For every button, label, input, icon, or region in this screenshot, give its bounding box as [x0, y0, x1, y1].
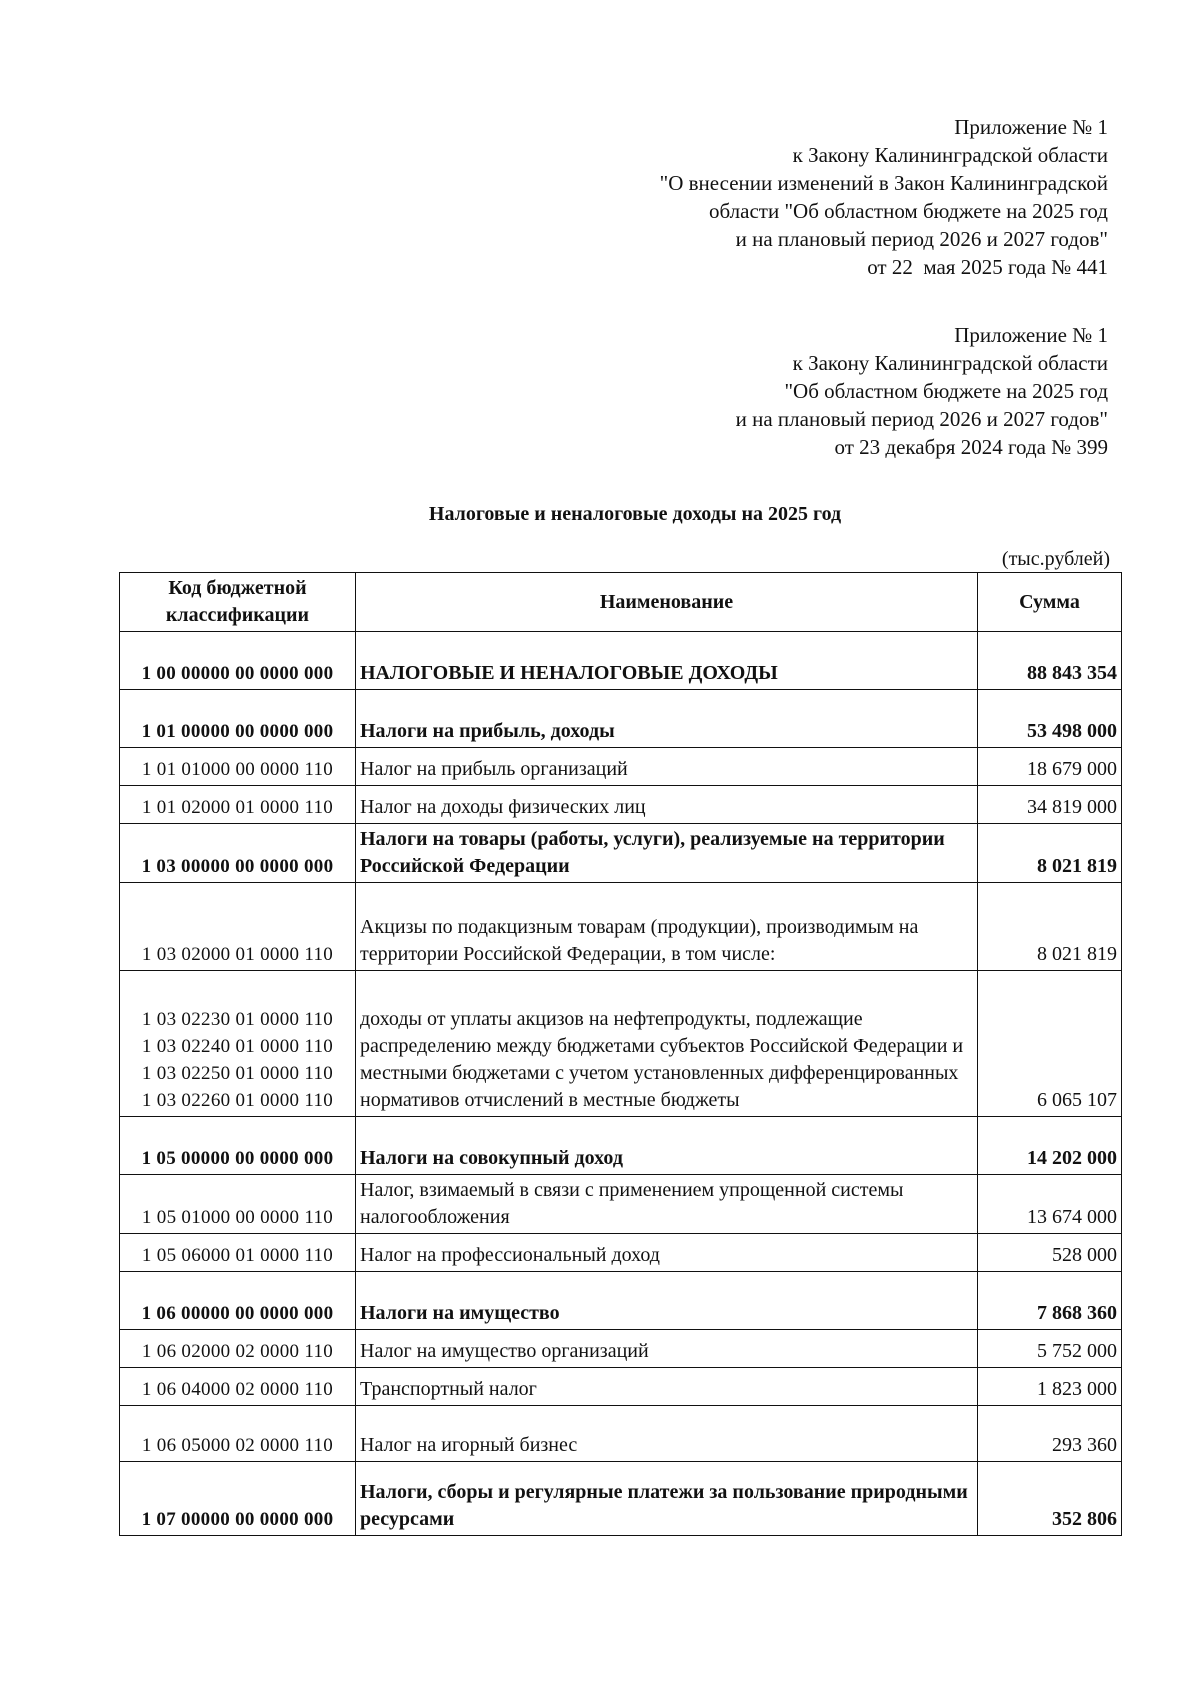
row-sum: 8 021 819 — [978, 824, 1122, 883]
row-code: 1 01 01000 00 0000 110 — [120, 748, 356, 786]
row-sum: 8 021 819 — [978, 883, 1122, 971]
row-sum: 88 843 354 — [978, 632, 1122, 690]
appendix-line: и на плановый период 2026 и 2027 годов" — [735, 227, 1108, 251]
row-name: Налоги на имущество — [356, 1272, 978, 1330]
row-sum: 352 806 — [978, 1462, 1122, 1536]
row-sum: 53 498 000 — [978, 690, 1122, 748]
row-name: Налог, взимаемый в связи с применением упрощенной системы налогообложения — [356, 1175, 978, 1234]
row-code: 1 00 00000 00 0000 000 — [120, 632, 356, 690]
row-code: 1 03 02230 01 0000 110 1 03 02240 01 0000 110 1 03 02250 01 0000 110 1 03 02260 01 0000 110 — [120, 971, 356, 1117]
row-sum: 5 752 000 — [978, 1330, 1122, 1368]
row-name: НАЛОГОВЫЕ И НЕНАЛОГОВЫЕ ДОХОДЫ — [356, 632, 978, 690]
row-name: Налог на профессиональный доход — [356, 1234, 978, 1272]
row-name: Налоги, сборы и регулярные платежи за пользование природными ресурсами — [356, 1462, 978, 1536]
table-row — [120, 1406, 1122, 1462]
row-sum: 18 679 000 — [978, 748, 1122, 786]
row-code: 1 06 02000 02 0000 110 — [120, 1330, 356, 1368]
table-row — [120, 1462, 1122, 1536]
table-row — [120, 786, 1122, 824]
appendix-line: "Об областном бюджете на 2025 год — [784, 379, 1108, 403]
row-name: Акцизы по подакцизным товарам (продукции), производимым на территории Российской Федерации, в том числе: — [356, 883, 978, 971]
row-name: Налог на прибыль организаций — [356, 748, 978, 786]
row-code: 1 03 02000 01 0000 110 — [120, 883, 356, 971]
row-sum: 528 000 — [978, 1234, 1122, 1272]
row-name: Налог на имущество организаций — [356, 1330, 978, 1368]
table-row — [120, 1117, 1122, 1175]
row-sum: 34 819 000 — [978, 786, 1122, 824]
appendix-original-law-header — [736, 321, 1108, 461]
row-sum: 293 360 — [978, 1406, 1122, 1462]
row-name: Налоги на совокупный доход — [356, 1117, 978, 1175]
appendix-current-law-header — [660, 113, 1108, 281]
header-name: Наименование — [356, 573, 978, 632]
row-name: Налоги на товары (работы, услуги), реализуемые на территории Российской Федерации — [356, 824, 978, 883]
appendix-line: от 23 декабря 2024 года № 399 — [834, 435, 1108, 459]
row-name: Налог на доходы физических лиц — [356, 786, 978, 824]
header-code: Код бюджетной классификации — [120, 573, 356, 632]
appendix-line: к Закону Калининградской области — [792, 351, 1108, 375]
header-sum: Сумма — [978, 573, 1122, 632]
row-code: 1 06 00000 00 0000 000 — [120, 1272, 356, 1330]
row-name: Налог на игорный бизнес — [356, 1406, 978, 1462]
row-code: 1 03 00000 00 0000 000 — [120, 824, 356, 883]
table-row — [120, 1368, 1122, 1406]
appendix-line: от 22 мая 2025 года № 441 — [867, 255, 1108, 279]
revenue-table — [119, 572, 1122, 1536]
table-row — [120, 1330, 1122, 1368]
table-row — [120, 883, 1122, 971]
appendix-line: и на плановый период 2026 и 2027 годов" — [735, 407, 1108, 431]
appendix-line: Приложение № 1 — [954, 323, 1108, 347]
row-name: доходы от уплаты акцизов на нефтепродукты, подлежащие распределению между бюджетами субъектов Российской Федерации и местными бюджетами с учетом установленных дифференцированных нормативов отчислений в местные бюджеты — [356, 971, 978, 1117]
table-row — [120, 632, 1122, 690]
table-header-row — [120, 573, 1122, 632]
row-sum: 6 065 107 — [978, 971, 1122, 1117]
table-row — [120, 1175, 1122, 1234]
table-row — [120, 1272, 1122, 1330]
row-code: 1 05 06000 01 0000 110 — [120, 1234, 356, 1272]
appendix-line: Приложение № 1 — [954, 115, 1108, 139]
row-code: 1 05 01000 00 0000 110 — [120, 1175, 356, 1234]
document-title: Налоговые и неналоговые доходы на 2025 год — [428, 503, 842, 525]
row-code: 1 06 05000 02 0000 110 — [120, 1406, 356, 1462]
row-code: 1 07 00000 00 0000 000 — [120, 1462, 356, 1536]
table-row — [120, 971, 1122, 1117]
table-row — [120, 690, 1122, 748]
units-label: (тыс.рублей) — [1001, 548, 1110, 570]
appendix-line: "О внесении изменений в Закон Калининградской — [659, 171, 1108, 195]
row-name: Налоги на прибыль, доходы — [356, 690, 978, 748]
table-body — [120, 632, 1122, 1536]
row-code: 1 01 02000 01 0000 110 — [120, 786, 356, 824]
table-row — [120, 1234, 1122, 1272]
row-sum: 7 868 360 — [978, 1272, 1122, 1330]
row-code: 1 01 00000 00 0000 000 — [120, 690, 356, 748]
row-code: 1 06 04000 02 0000 110 — [120, 1368, 356, 1406]
table-row — [120, 824, 1122, 883]
appendix-line: к Закону Калининградской области — [792, 143, 1108, 167]
table-row — [120, 748, 1122, 786]
row-sum: 13 674 000 — [978, 1175, 1122, 1234]
row-name: Транспортный налог — [356, 1368, 978, 1406]
row-sum: 14 202 000 — [978, 1117, 1122, 1175]
appendix-line: области "Об областном бюджете на 2025 год — [709, 199, 1108, 223]
row-sum: 1 823 000 — [978, 1368, 1122, 1406]
row-code: 1 05 00000 00 0000 000 — [120, 1117, 356, 1175]
